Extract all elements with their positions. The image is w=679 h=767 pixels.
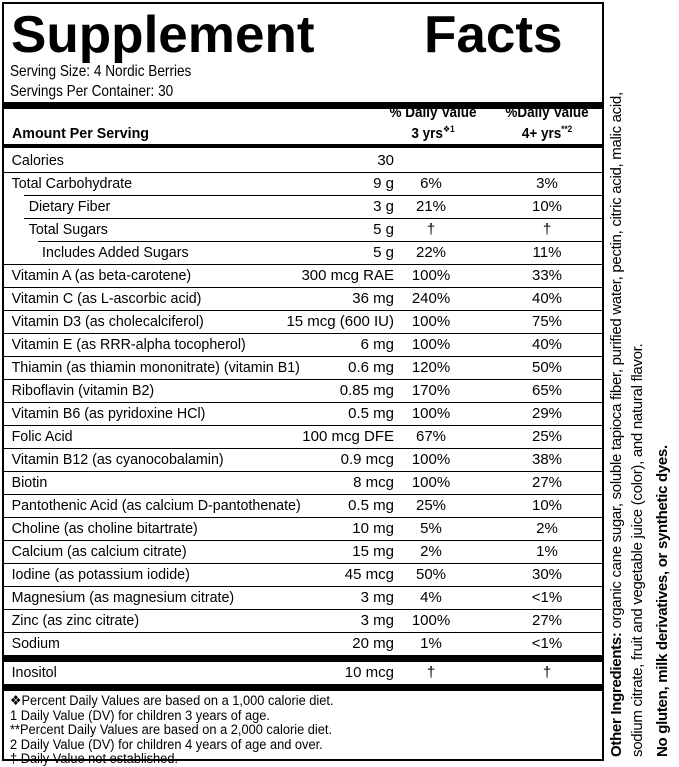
other-ingredients-line1-text: organic cane sugar, soluble tapioca fiber, purified water, pectin, citric acid, malic acid, bbox=[608, 92, 625, 633]
dv4-value: 11% bbox=[532, 244, 562, 261]
dv3-value: 4% bbox=[420, 589, 442, 606]
dv3-value: † bbox=[426, 664, 436, 681]
footnote-line: 2 Daily Value (DV) for children 4 years of age and over. bbox=[10, 736, 323, 752]
nutrient-amount: 45 mcg bbox=[344, 566, 394, 583]
nutrient-amount: 20 mg bbox=[352, 635, 394, 652]
dv4-header-line2: 4+ yrs$^{**2}$ bbox=[521, 124, 573, 142]
table-row bbox=[4, 242, 602, 264]
dv4-value: 40% bbox=[531, 336, 563, 353]
dv4-value: 40% bbox=[531, 290, 563, 307]
nutrient-amount: 5 g bbox=[373, 221, 394, 238]
dv4-value: 25% bbox=[531, 428, 563, 445]
dv4-header-line1: %Daily Value bbox=[505, 104, 589, 121]
dv3-header-line1: % Daily Value bbox=[389, 104, 477, 121]
nutrient-amount: 36 mg bbox=[352, 290, 394, 307]
servings-per-container: Servings Per Container: 30 bbox=[9, 83, 174, 100]
dv3-value: † bbox=[426, 221, 436, 238]
nutrient-name: Calcium (as calcium citrate) bbox=[11, 543, 187, 560]
dv3-value: 100% bbox=[411, 405, 451, 422]
page-title bbox=[4, 4, 602, 62]
footnote-line: **Percent Daily Values are based on a 2,000 calorie diet. bbox=[10, 722, 333, 738]
dv4-value: 29% bbox=[531, 405, 563, 422]
dv3-value: 100% bbox=[411, 474, 451, 491]
nutrient-amount: 3 g bbox=[373, 198, 394, 215]
nutrient-name: Sodium bbox=[11, 635, 60, 652]
nutrient-name: Includes Added Sugars bbox=[42, 244, 189, 261]
dv3-value: 21% bbox=[415, 198, 447, 215]
facts-box bbox=[2, 2, 604, 767]
dv4-value: 30% bbox=[531, 566, 563, 583]
table-row bbox=[4, 564, 602, 586]
footnote-line: ❖Percent Daily Values are based on a 1,000 calorie diet. bbox=[10, 693, 334, 708]
nutrient-name: Iodine (as potassium iodide) bbox=[11, 566, 190, 583]
table-row bbox=[4, 662, 602, 684]
footnote-line: † Daily Value not established. bbox=[10, 751, 179, 767]
nutrient-amount: 30 bbox=[377, 152, 394, 169]
nutrient-amount: 3 mg bbox=[360, 589, 394, 606]
dv4-value: 27% bbox=[531, 612, 563, 629]
table-row bbox=[4, 173, 602, 195]
table-row bbox=[4, 196, 602, 218]
nutrient-name: Thiamin (as thiamin mononitrate) (vitamin B1) bbox=[11, 359, 300, 376]
nutrient-amount: 10 mcg bbox=[344, 664, 394, 681]
nutrient-amount: 15 mg bbox=[352, 543, 394, 560]
nutrient-name: Magnesium (as magnesium citrate) bbox=[11, 589, 235, 606]
dv4-value: 65% bbox=[531, 382, 563, 399]
nutrient-name: Pantothenic Acid (as calcium D-pantothenate) bbox=[11, 497, 301, 514]
nutrient-name: Vitamin D3 (as cholecalciferol) bbox=[11, 313, 204, 330]
other-ingredients-label: Other Ingredients: bbox=[608, 632, 625, 757]
dv3-value: 100% bbox=[411, 612, 451, 629]
nutrient-name: Choline (as choline bitartrate) bbox=[11, 520, 198, 537]
facts-rows bbox=[4, 150, 602, 684]
dv3-value: 170% bbox=[411, 382, 451, 399]
table-row bbox=[4, 587, 602, 609]
table-row bbox=[4, 495, 602, 517]
ingredients-strip bbox=[606, 0, 679, 765]
other-ingredients-line1 bbox=[606, 0, 627, 757]
nutrient-name: Biotin bbox=[11, 474, 48, 491]
dv3-value: 22% bbox=[415, 244, 447, 261]
nutrient-name: Vitamin C (as L-ascorbic acid) bbox=[11, 290, 202, 307]
dv3-value: 240% bbox=[411, 290, 451, 307]
dv3-value: 120% bbox=[411, 359, 451, 376]
dv3-value: 100% bbox=[411, 313, 451, 330]
nutrient-amount: 15 mcg (600 IU) bbox=[286, 313, 394, 330]
dv3-value: 1% bbox=[420, 635, 442, 652]
dv4-value: † bbox=[542, 664, 552, 681]
nutrient-amount: 6 mg bbox=[360, 336, 394, 353]
dv3-header-line2: 3 yrs$^{❖1}$ bbox=[411, 124, 455, 142]
title-word-facts: Facts bbox=[424, 6, 563, 64]
nutrient-amount: 3 mg bbox=[360, 612, 394, 629]
dv3-value: 100% bbox=[411, 267, 451, 284]
serving-size: Serving Size: 4 Nordic Berries bbox=[9, 63, 192, 80]
dv3-value: 5% bbox=[420, 520, 442, 537]
dv4-value: 10% bbox=[531, 497, 563, 514]
dv3-value: 2% bbox=[420, 543, 442, 560]
other-ingredients-line2: sodium citrate, fruit and vegetable juice (color), and natural flavor. bbox=[629, 343, 646, 757]
nutrient-name: Vitamin A (as beta-carotene) bbox=[11, 267, 192, 284]
table-row bbox=[4, 472, 602, 494]
dv3-value: 100% bbox=[411, 336, 451, 353]
table-row bbox=[4, 541, 602, 563]
dv4-value: 50% bbox=[531, 359, 563, 376]
nutrient-name: Total Sugars bbox=[28, 221, 108, 238]
table-row bbox=[4, 334, 602, 356]
dv4-value bbox=[468, 150, 602, 172]
dv3-value: 50% bbox=[415, 566, 447, 583]
dv3-value: 6% bbox=[420, 175, 442, 192]
table-row bbox=[4, 426, 602, 448]
nutrient-amount: 9 g bbox=[373, 175, 394, 192]
table-row bbox=[4, 150, 602, 172]
table-row bbox=[4, 288, 602, 310]
table-row bbox=[4, 449, 602, 471]
title-word-supplement: Supplement bbox=[11, 6, 315, 64]
column-header-amount: Amount Per Serving bbox=[12, 125, 149, 142]
table-row bbox=[4, 380, 602, 402]
divider-medium-header bbox=[4, 144, 602, 148]
nutrient-amount: 0.5 mg bbox=[348, 405, 394, 422]
table-header bbox=[4, 104, 602, 144]
nutrient-amount: 8 mcg bbox=[353, 474, 394, 491]
dv4-value: 33% bbox=[531, 267, 563, 284]
nutrient-name: Total Carbohydrate bbox=[11, 175, 133, 192]
nutrient-name: Vitamin E (as RRR-alpha tocopherol) bbox=[11, 336, 246, 353]
dv3-footnote-marker: ❖1 bbox=[442, 124, 455, 134]
nutrient-name: Dietary Fiber bbox=[28, 198, 111, 215]
nutrient-name: Vitamin B6 (as pyridoxine HCl) bbox=[11, 405, 206, 422]
dv4-value: 27% bbox=[531, 474, 563, 491]
nutrient-name: Inositol bbox=[11, 664, 57, 681]
nutrient-amount: 100 mcg DFE bbox=[302, 428, 394, 445]
nutrient-name: Riboflavin (vitamin B2) bbox=[11, 382, 155, 399]
nutrient-name: Zinc (as zinc citrate) bbox=[11, 612, 140, 629]
footnotes bbox=[4, 691, 602, 767]
nutrient-name: Vitamin B12 (as cyanocobalamin) bbox=[11, 451, 224, 468]
table-row bbox=[4, 311, 602, 333]
dv3-value: 25% bbox=[415, 497, 447, 514]
rotated-ingredients-text bbox=[606, 0, 679, 765]
dv3-value: 67% bbox=[415, 428, 447, 445]
dv4-value: <1% bbox=[531, 589, 563, 606]
dv4-value: 38% bbox=[531, 451, 563, 468]
divider-thick-inositol bbox=[4, 655, 602, 662]
dv3-value bbox=[394, 150, 468, 172]
nutrient-name: Calories bbox=[11, 152, 64, 169]
nutrient-name: Folic Acid bbox=[11, 428, 73, 445]
dv4-value: 10% bbox=[531, 198, 563, 215]
no-claims-statement: No gluten, milk derivatives, or synthetic dyes. bbox=[654, 445, 671, 757]
nutrient-amount: 5 g bbox=[373, 244, 394, 261]
table-row bbox=[4, 403, 602, 425]
nutrient-amount: 0.9 mcg bbox=[340, 451, 394, 468]
table-row bbox=[4, 265, 602, 287]
dv4-value: † bbox=[542, 221, 552, 238]
dv4-footnote-marker: **2 bbox=[561, 124, 573, 134]
table-row bbox=[4, 518, 602, 540]
dv4-value: 75% bbox=[531, 313, 563, 330]
dv4-value: 1% bbox=[536, 543, 558, 560]
nutrient-amount: 0.5 mg bbox=[348, 497, 394, 514]
table-row bbox=[4, 357, 602, 379]
table-row bbox=[4, 610, 602, 632]
table-row bbox=[4, 633, 602, 655]
dv4-value: 3% bbox=[536, 175, 558, 192]
dv4-value: 2% bbox=[536, 520, 558, 537]
dv4-value: <1% bbox=[531, 635, 563, 652]
nutrient-amount: 0.85 mg bbox=[339, 382, 394, 399]
nutrient-amount: 300 mcg RAE bbox=[301, 267, 394, 284]
footnote-line: 1 Daily Value (DV) for children 3 years of age. bbox=[10, 707, 270, 723]
dv3-value: 100% bbox=[411, 451, 451, 468]
nutrient-amount: 10 mg bbox=[352, 520, 394, 537]
divider-thick-bottom bbox=[4, 684, 602, 691]
table-row bbox=[4, 219, 602, 241]
nutrient-amount: 0.6 mg bbox=[348, 359, 394, 376]
